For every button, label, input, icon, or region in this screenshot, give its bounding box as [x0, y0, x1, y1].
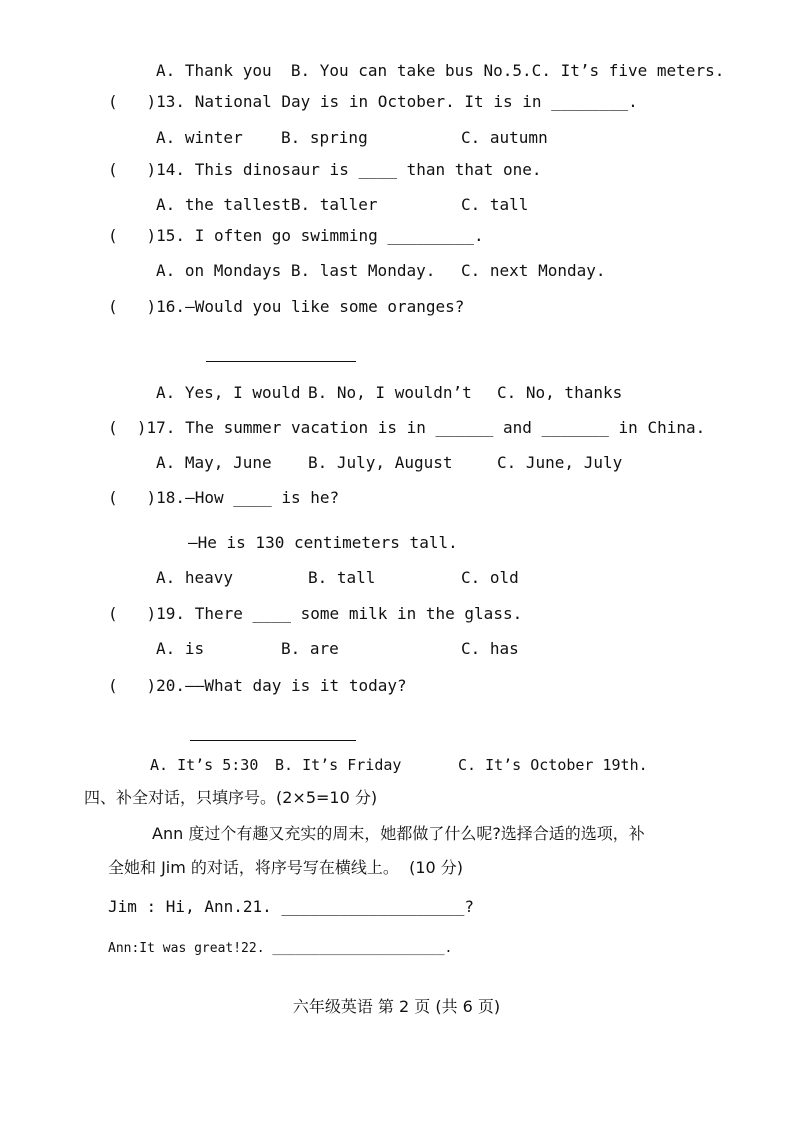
- q14-stem: ( )14. This dinosaur is ____ than that one.: [108, 160, 542, 179]
- q14-option-ab: A. the tallestB. taller: [156, 195, 378, 214]
- q19-option-c: C. has: [461, 639, 519, 658]
- section4-intro-line2: 全她和 Jim 的对话，将序号写在横线上。 (10 分): [108, 858, 464, 877]
- dialog-ann-line: Ann:It was great!22. ______________________.: [108, 941, 453, 956]
- q20-option-a: A. It’s 5:30: [150, 756, 259, 774]
- q17-stem: ( )17. The summer vacation is in ______ and _______ in China.: [108, 418, 706, 437]
- section4-intro-line1: Ann 度过个有趣又充实的周末，她都做了什么呢?选择合适的选项，补: [152, 824, 645, 843]
- section4-heading: 四、补全对话，只填序号。(2×5=10 分): [84, 788, 378, 807]
- q18-option-c: C. old: [461, 568, 519, 587]
- q16-option-a: A. Yes, I would: [156, 383, 301, 402]
- q18-stem: ( )18.—How ____ is he?: [108, 488, 340, 507]
- q19-option-a: A. is: [156, 639, 205, 658]
- q18-option-a: A. heavy: [156, 568, 234, 587]
- q12-options: A. Thank you B. You can take bus No.5.C. It’s five meters.: [156, 61, 725, 80]
- q20-option-c: C. It’s October 19th.: [458, 756, 648, 774]
- q17-option-b: B. July, August: [308, 453, 453, 472]
- q17-option-c: C. June, July: [497, 453, 623, 472]
- q17-option-a: A. May, June: [156, 453, 272, 472]
- q16-option-c: C. No, thanks: [497, 383, 623, 402]
- q13-option-b: B. spring: [281, 128, 368, 147]
- q20-option-b: B. It’s Friday: [275, 756, 402, 774]
- q18-option-b: B. tall: [308, 568, 376, 587]
- q13-option-a: A. winter: [156, 128, 243, 147]
- q19-option-b: B. are: [281, 639, 339, 658]
- q19-stem: ( )19. There ____ some milk in the glass.: [108, 604, 523, 623]
- q20-stem: ( )20.——What day is it today?: [108, 676, 407, 695]
- q13-option-c: C. autumn: [461, 128, 548, 147]
- dialog-jim-line: Jim : Hi, Ann.21. ___________________?: [108, 897, 475, 916]
- q20-answer-line: [190, 740, 356, 741]
- q16-option-b: B. No, I wouldn’t: [308, 383, 472, 402]
- q18-answer: —He is 130 centimeters tall.: [188, 533, 458, 552]
- q16-answer-line: [206, 361, 356, 362]
- page-footer: 六年级英语 第 2 页 (共 6 页): [292, 997, 501, 1016]
- q14-option-c: C. tall: [461, 195, 529, 214]
- q15-option-c: C. next Monday.: [461, 261, 606, 280]
- q13-stem: ( )13. National Day is in October. It is in ________.: [108, 92, 638, 111]
- q15-stem: ( )15. I often go swimming _________.: [108, 226, 484, 245]
- q15-option-ab: A. on Mondays B. last Monday.: [156, 261, 436, 280]
- q16-stem: ( )16.—Would you like some oranges?: [108, 297, 465, 316]
